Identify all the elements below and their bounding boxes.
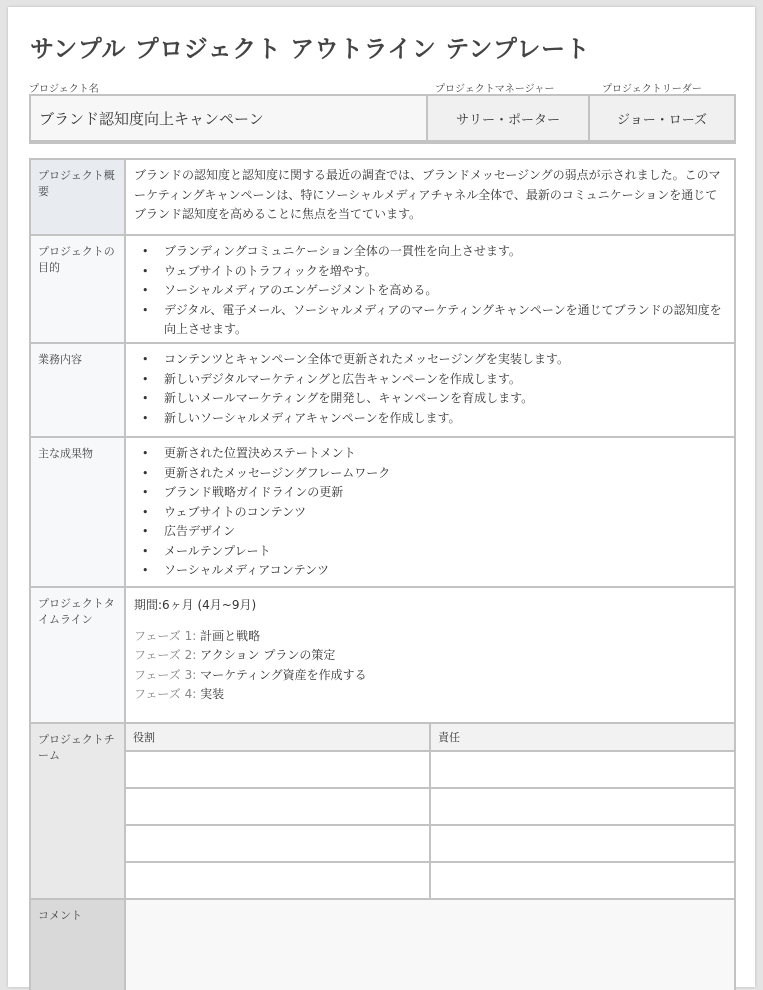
timeline-value[interactable] — [126, 588, 734, 722]
role-column-header: 役割 — [126, 724, 431, 750]
list-item: • ソーシャルメディアのエンゲージメントを高める。 — [164, 281, 726, 301]
page-title: サンプル プロジェクト アウトライン テンプレート — [30, 34, 591, 63]
scope-label: 業務内容 — [31, 344, 126, 436]
timeline-label: プロジェクトタイムライン — [31, 588, 126, 722]
team-row — [31, 724, 734, 900]
list-item: • ソーシャルメディアコンテンツ — [164, 561, 726, 581]
list-item: • 新しいソーシャルメディアキャンペーンを作成します。 — [164, 409, 726, 429]
deliverables-row — [31, 438, 734, 588]
project-leader-field[interactable]: ジョー・ローズ — [590, 96, 734, 140]
deliverables-label: 主な成果物 — [31, 438, 126, 586]
project-name-field[interactable]: ブランド認知度向上キャンペーン — [31, 96, 428, 140]
objectives-value[interactable] — [126, 236, 734, 342]
table-row — [126, 752, 734, 789]
team-table-header — [126, 724, 734, 752]
list-item: • ブランド戦略ガイドラインの更新 — [164, 483, 726, 503]
list-item: • 新しいメールマーケティングを開発し、キャンペーンを育成します。 — [164, 389, 726, 409]
table-row — [126, 863, 734, 898]
project-manager-field[interactable]: サリー・ポーター — [428, 96, 590, 140]
phase-item: フェーズ 4: 実装 — [134, 687, 225, 701]
responsibility-cell[interactable] — [431, 863, 734, 898]
list-item: • ブランディングコミュニケーション全体の一貫性を向上させます。 — [164, 242, 726, 262]
objectives-list — [134, 242, 726, 340]
scope-row — [31, 344, 734, 438]
overview-row — [31, 160, 734, 236]
document-page — [8, 7, 755, 987]
responsibility-cell[interactable] — [431, 789, 734, 824]
objectives-label: プロジェクトの目的 — [31, 236, 126, 342]
deliverables-list — [134, 444, 726, 581]
phase-item: フェーズ 1: 計画と戦略 — [134, 628, 261, 643]
project-leader-label: プロジェクトリーダー — [602, 84, 702, 95]
comments-label: コメント — [31, 900, 126, 990]
timeline-row — [31, 588, 734, 724]
list-item: • ウェブサイトのトラフィックを増やす。 — [164, 262, 726, 282]
list-item: • 更新された位置決めステートメント — [164, 444, 726, 464]
overview-text[interactable]: ブランドの認知度と認知度に関する最近の調査では、ブランドメッセージングの弱点が示されました。このマーケティングキャンペーンは、特にソーシャルメディアチャネル全体で、最新のコミュニケーションを通じてブランド認知度を高めることに焦点を当てています。 — [134, 168, 721, 221]
list-item: • ウェブサイトのコンテンツ — [164, 503, 726, 523]
list-item: • デジタル、電子メール、ソーシャルメディアのマーケティングキャンペーンを通じてブランドの認知度を向上させます。 — [164, 301, 726, 340]
responsibility-cell[interactable] — [431, 826, 734, 861]
role-cell[interactable] — [126, 752, 431, 787]
timeline-duration: 期間:6ヶ月 (4月~9月) — [134, 598, 257, 612]
list-item: • 更新されたメッセージングフレームワーク — [164, 464, 726, 484]
role-cell[interactable] — [126, 789, 431, 824]
scope-value[interactable] — [126, 344, 734, 436]
scope-list — [134, 350, 726, 428]
phase-item: フェーズ 2: アクション プランの策定 — [134, 648, 336, 662]
list-item: • 新しいデジタルマーケティングと広告キャンペーンを作成します。 — [164, 370, 726, 390]
list-item: • 広告デザイン — [164, 522, 726, 542]
table-row — [126, 789, 734, 826]
project-header-box — [29, 94, 736, 144]
project-name-label: プロジェクト名 — [29, 84, 99, 95]
role-cell[interactable] — [126, 863, 431, 898]
comments-field[interactable] — [126, 900, 734, 990]
comments-row — [31, 900, 734, 990]
outline-table — [29, 158, 736, 990]
responsibility-cell[interactable] — [431, 752, 734, 787]
list-item: • メールテンプレート — [164, 542, 726, 562]
role-cell[interactable] — [126, 826, 431, 861]
overview-label: プロジェクト概要 — [31, 160, 126, 234]
objectives-row — [31, 236, 734, 344]
project-manager-label: プロジェクトマネージャー — [435, 84, 555, 95]
table-row — [126, 826, 734, 863]
list-item: • コンテンツとキャンペーン全体で更新されたメッセージングを実装します。 — [164, 350, 726, 370]
deliverables-value[interactable] — [126, 438, 734, 586]
team-label: プロジェクトチーム — [31, 724, 126, 898]
phase-item: フェーズ 3: マーケティング資産を作成する — [134, 667, 367, 682]
team-table — [126, 724, 734, 898]
responsibility-column-header: 責任 — [438, 731, 460, 744]
